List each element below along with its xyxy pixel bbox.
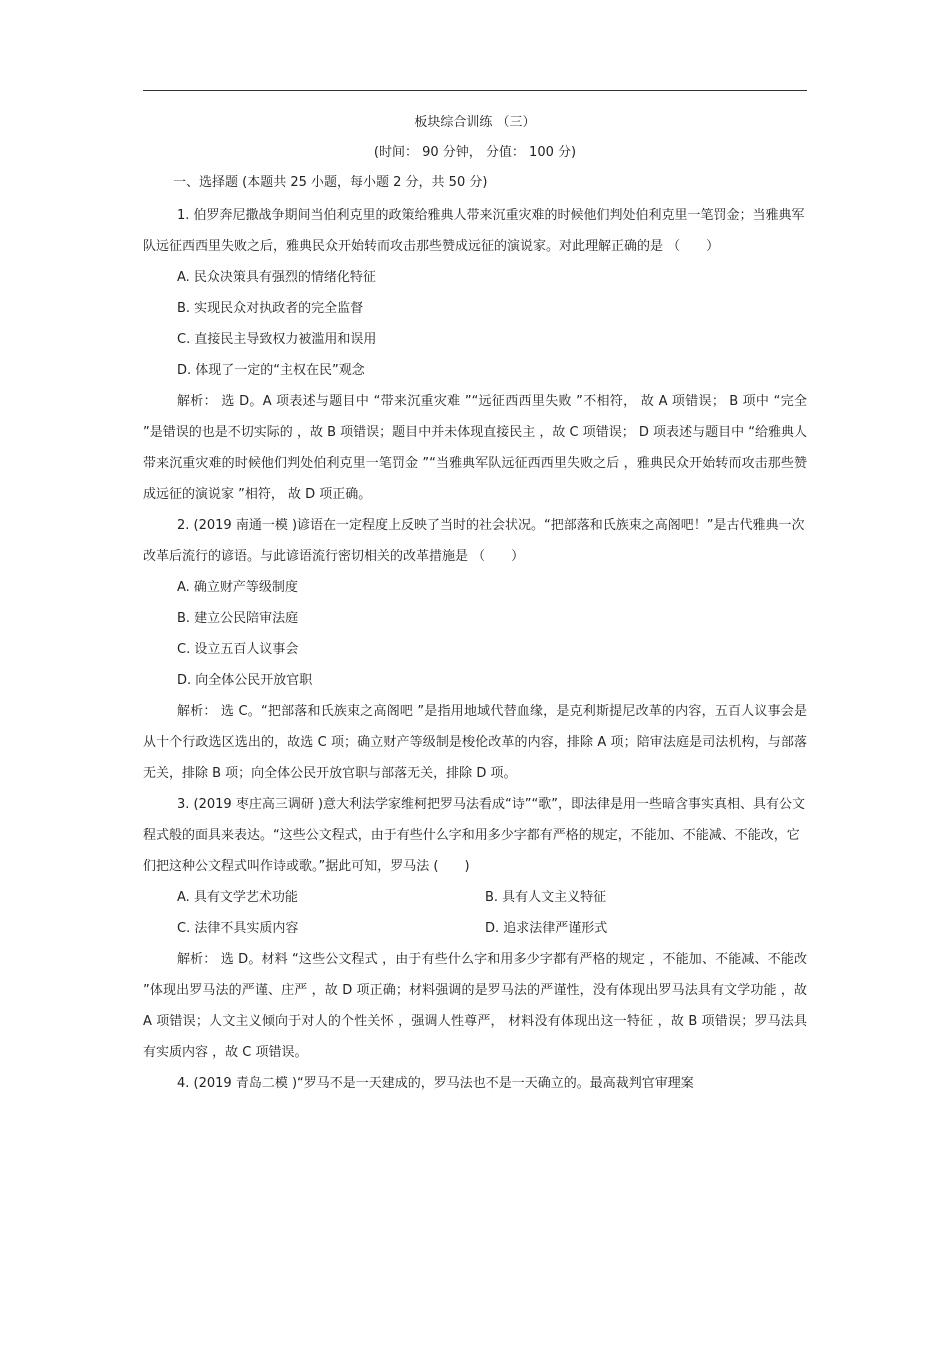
option-d: D. 追求法律严谨形式: [485, 921, 608, 936]
option-b: B. 建立公民陪审法庭: [177, 611, 299, 626]
option-c: C. 直接民主导致权力被滥用和误用: [177, 332, 377, 347]
option-c: C. 设立五百人议事会: [177, 642, 299, 657]
option-d: D. 向全体公民开放官职: [177, 673, 313, 688]
question-stem: 4. (2019 青岛二模 )“罗马不是一天建成的，罗马法也不是一天确立的。最高裁判官审理案: [177, 1076, 694, 1091]
question-2: [143, 510, 807, 789]
question-4: [143, 1068, 807, 1099]
question-1: [143, 200, 807, 510]
option-row: [143, 882, 807, 913]
header-rule: [143, 90, 807, 91]
analysis: 解析： 选 C。“把部落和氏族束之高阁吧 ”是指用地域代替血缘，是克利斯提尼改革的内容，五百人议事会是从十个行政选区选出的，故选 C 项；确立财产等级制是梭伦改革的内容，排除 A 项；陪审法庭是司法机构，与部落无关，排除 B 项；向全体公民开放官职与部落无关，排除 D 项。: [143, 704, 807, 781]
page-title: 板块综合训练 （三）: [414, 115, 536, 130]
exam-meta: (时间： 90 分钟， 分值： 100 分): [373, 145, 577, 160]
question-3: [143, 789, 807, 1068]
section-heading: 一、选择题 (本题共 25 小题，每小题 2 分，共 50 分): [173, 175, 488, 190]
option-b: B. 实现民众对执政者的完全监督: [177, 301, 364, 316]
option-row: [143, 913, 807, 944]
question-stem: 1. 伯罗奔尼撒战争期间当伯利克里的政策给雅典人带来沉重灾难的时候他们判处伯利克里一笔罚金；当雅典军队远征西西里失败之后，雅典民众开始转而攻击那些赞成远征的演说家。对此理解正确的是 （ ）: [143, 208, 805, 254]
question-stem: 2. (2019 南通一模 )谚语在一定程度上反映了当时的社会状况。“把部落和氏族束之高阁吧！”是古代雅典一次改革后流行的谚语。与此谚语流行密切相关的改革措施是 （ ）: [143, 518, 805, 564]
option-a: A. 民众决策具有强烈的情绪化特征: [177, 270, 376, 285]
document-page: [143, 108, 807, 1099]
option-c: C. 法律不具实质内容: [177, 921, 299, 936]
option-a: A. 确立财产等级制度: [177, 580, 298, 595]
question-stem: 3. (2019 枣庄高三调研 )意大利法学家维柯把罗马法看成“诗”“歌”，即法律是用一些暗含事实真相、具有公文程式般的面具来表达。“这些公文程式，由于有些什么字和用多少字都有严格的规定，不能加、不能减、不能改，它们把这种公文程式叫作诗或歌。”据此可知，罗马法 ( ): [143, 797, 805, 874]
option-b: B. 具有人文主义特征: [485, 890, 607, 905]
analysis: 解析： 选 D。材料 “这些公文程式 ，由于有些什么字和用多少字都有严格的规定 ，不能加、不能减、不能改 ”体现出罗马法的严谨、庄严 ，故 D 项正确；材料强调的是罗马法的严谨性，没有体现出罗马法具有文学功能 ，故 A 项错误；人文主义倾向于对人的个性关怀 ，强调人性尊严， 材料没有体现出这一特征 ，故 B 项错误；罗马法具有实质内容 ，故 C 项错误。: [143, 952, 807, 1060]
option-d: D. 体现了一定的“主权在民”观念: [177, 363, 365, 378]
analysis: 解析： 选 D。A 项表述与题目中 “带来沉重灾难 ”“远征西西里失败 ”不相符， 故 A 项错误； B 项中 “完全 ”是错误的也是不切实际的 ，故 B 项错误；题目中并未体现直接民主 ，故 C 项错误； D 项表述与题目中 “给雅典人带来沉重灾难的时候他们判处伯利克里一笔罚金 ”“当雅典军队远征西西里失败之后 ，雅典民众开始转而攻击那些赞成远征的演说家 ”相符， 故 D 项正确。: [143, 394, 807, 502]
option-a: A. 具有文学艺术功能: [177, 890, 298, 905]
